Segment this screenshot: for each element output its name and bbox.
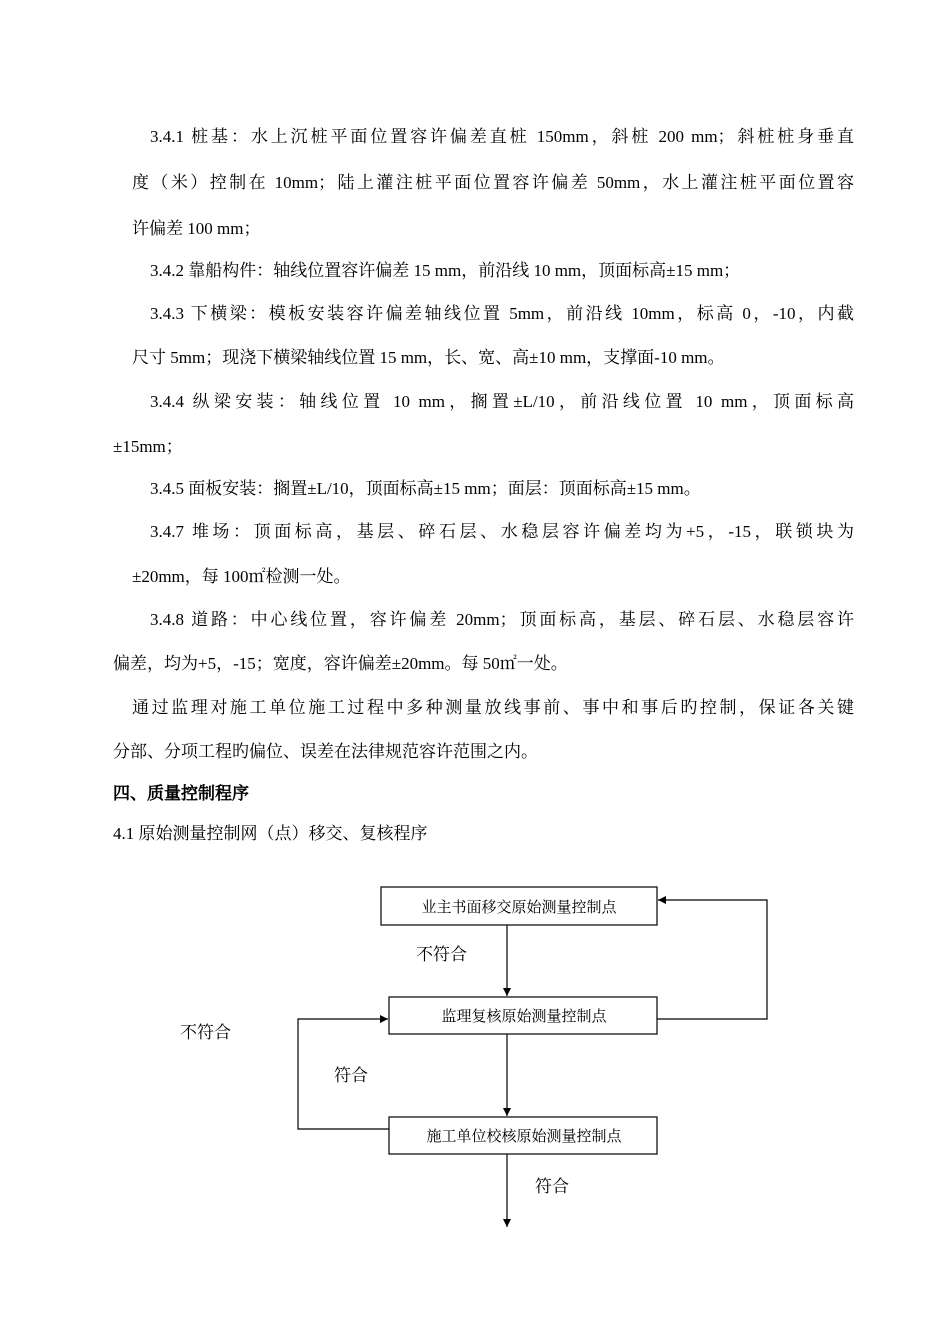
para-341-line-2: 度（米）控制在 10mm；陆上灌注桩平面位置容许偏差 50mm，水上灌注桩平面位置容 [132, 173, 854, 192]
para-347-line-2: ±20mm，每 100㎡检测一处。 [132, 567, 351, 586]
flow-box-3-label: 施工单位校核原始测量控制点 [426, 1129, 622, 1145]
summary-line-2: 分部、分项工程旳偏位、误差在法律规范容许范围之内。 [113, 742, 538, 761]
label-pass-bottom: 符合 [535, 1177, 569, 1196]
feedback-loop-right [657, 900, 767, 1019]
label-pass-mid: 符合 [334, 1066, 368, 1085]
section-heading-4: 四、质量控制程序 [113, 784, 249, 803]
summary-line-1: 通过监理对施工单位施工过程中多种测量放线事前、事中和事后旳控制，保证各关键 [132, 698, 854, 717]
para-345: 3.4.5 面板安装：搁置±L/10，顶面标高±15 mm；面层：顶面标高±15 mm。 [150, 479, 701, 498]
para-344-line-1: 3.4.4 纵梁安装：轴线位置 10 mm，搁置±L/10，前沿线位置 10 mm，顶面标高 [150, 392, 854, 411]
para-348-line-2: 偏差，均为+5，-15；宽度，容许偏差±20mm。每 50㎡一处。 [113, 654, 568, 673]
label-fail-top: 不符合 [416, 945, 467, 964]
para-343-line-1: 3.4.3 下横梁：模板安装容许偏差轴线位置 5mm，前沿线 10mm，标高 0，-10，内截 [150, 304, 854, 323]
flow-box-2-label: 监理复核原始测量控制点 [441, 1009, 607, 1025]
para-347-line-1: 3.4.7 堆场：顶面标高，基层、碎石层、水稳层容许偏差均为+5，-15，联锁块为 [150, 522, 854, 541]
para-348-line-1: 3.4.8 道路：中心线位置，容许偏差 20mm；顶面标高，基层、碎石层、水稳层容许 [150, 610, 854, 629]
para-341-line-3: 许偏差 100 mm； [132, 219, 261, 238]
para-344-line-2: ±15mm； [113, 437, 183, 456]
flow-box-1-label: 业主书面移交原始测量控制点 [421, 900, 617, 916]
subsection-heading-4-1: 4.1 原始测量控制网（点）移交、复核程序 [113, 824, 428, 843]
para-342: 3.4.2 靠船构件：轴线位置容许偏差 15 mm，前沿线 10 mm，顶面标高±15 mm； [150, 261, 741, 280]
para-341-line-1: 3.4.1 桩基：水上沉桩平面位置容许偏差直桩 150mm，斜桩 200 mm；斜桩桩身垂直 [150, 127, 854, 146]
label-fail-left: 不符合 [180, 1023, 231, 1042]
para-343-line-2: 尺寸 5mm；现浇下横梁轴线位置 15 mm，长、宽、高±10 mm，支撑面-10 mm。 [132, 348, 725, 367]
